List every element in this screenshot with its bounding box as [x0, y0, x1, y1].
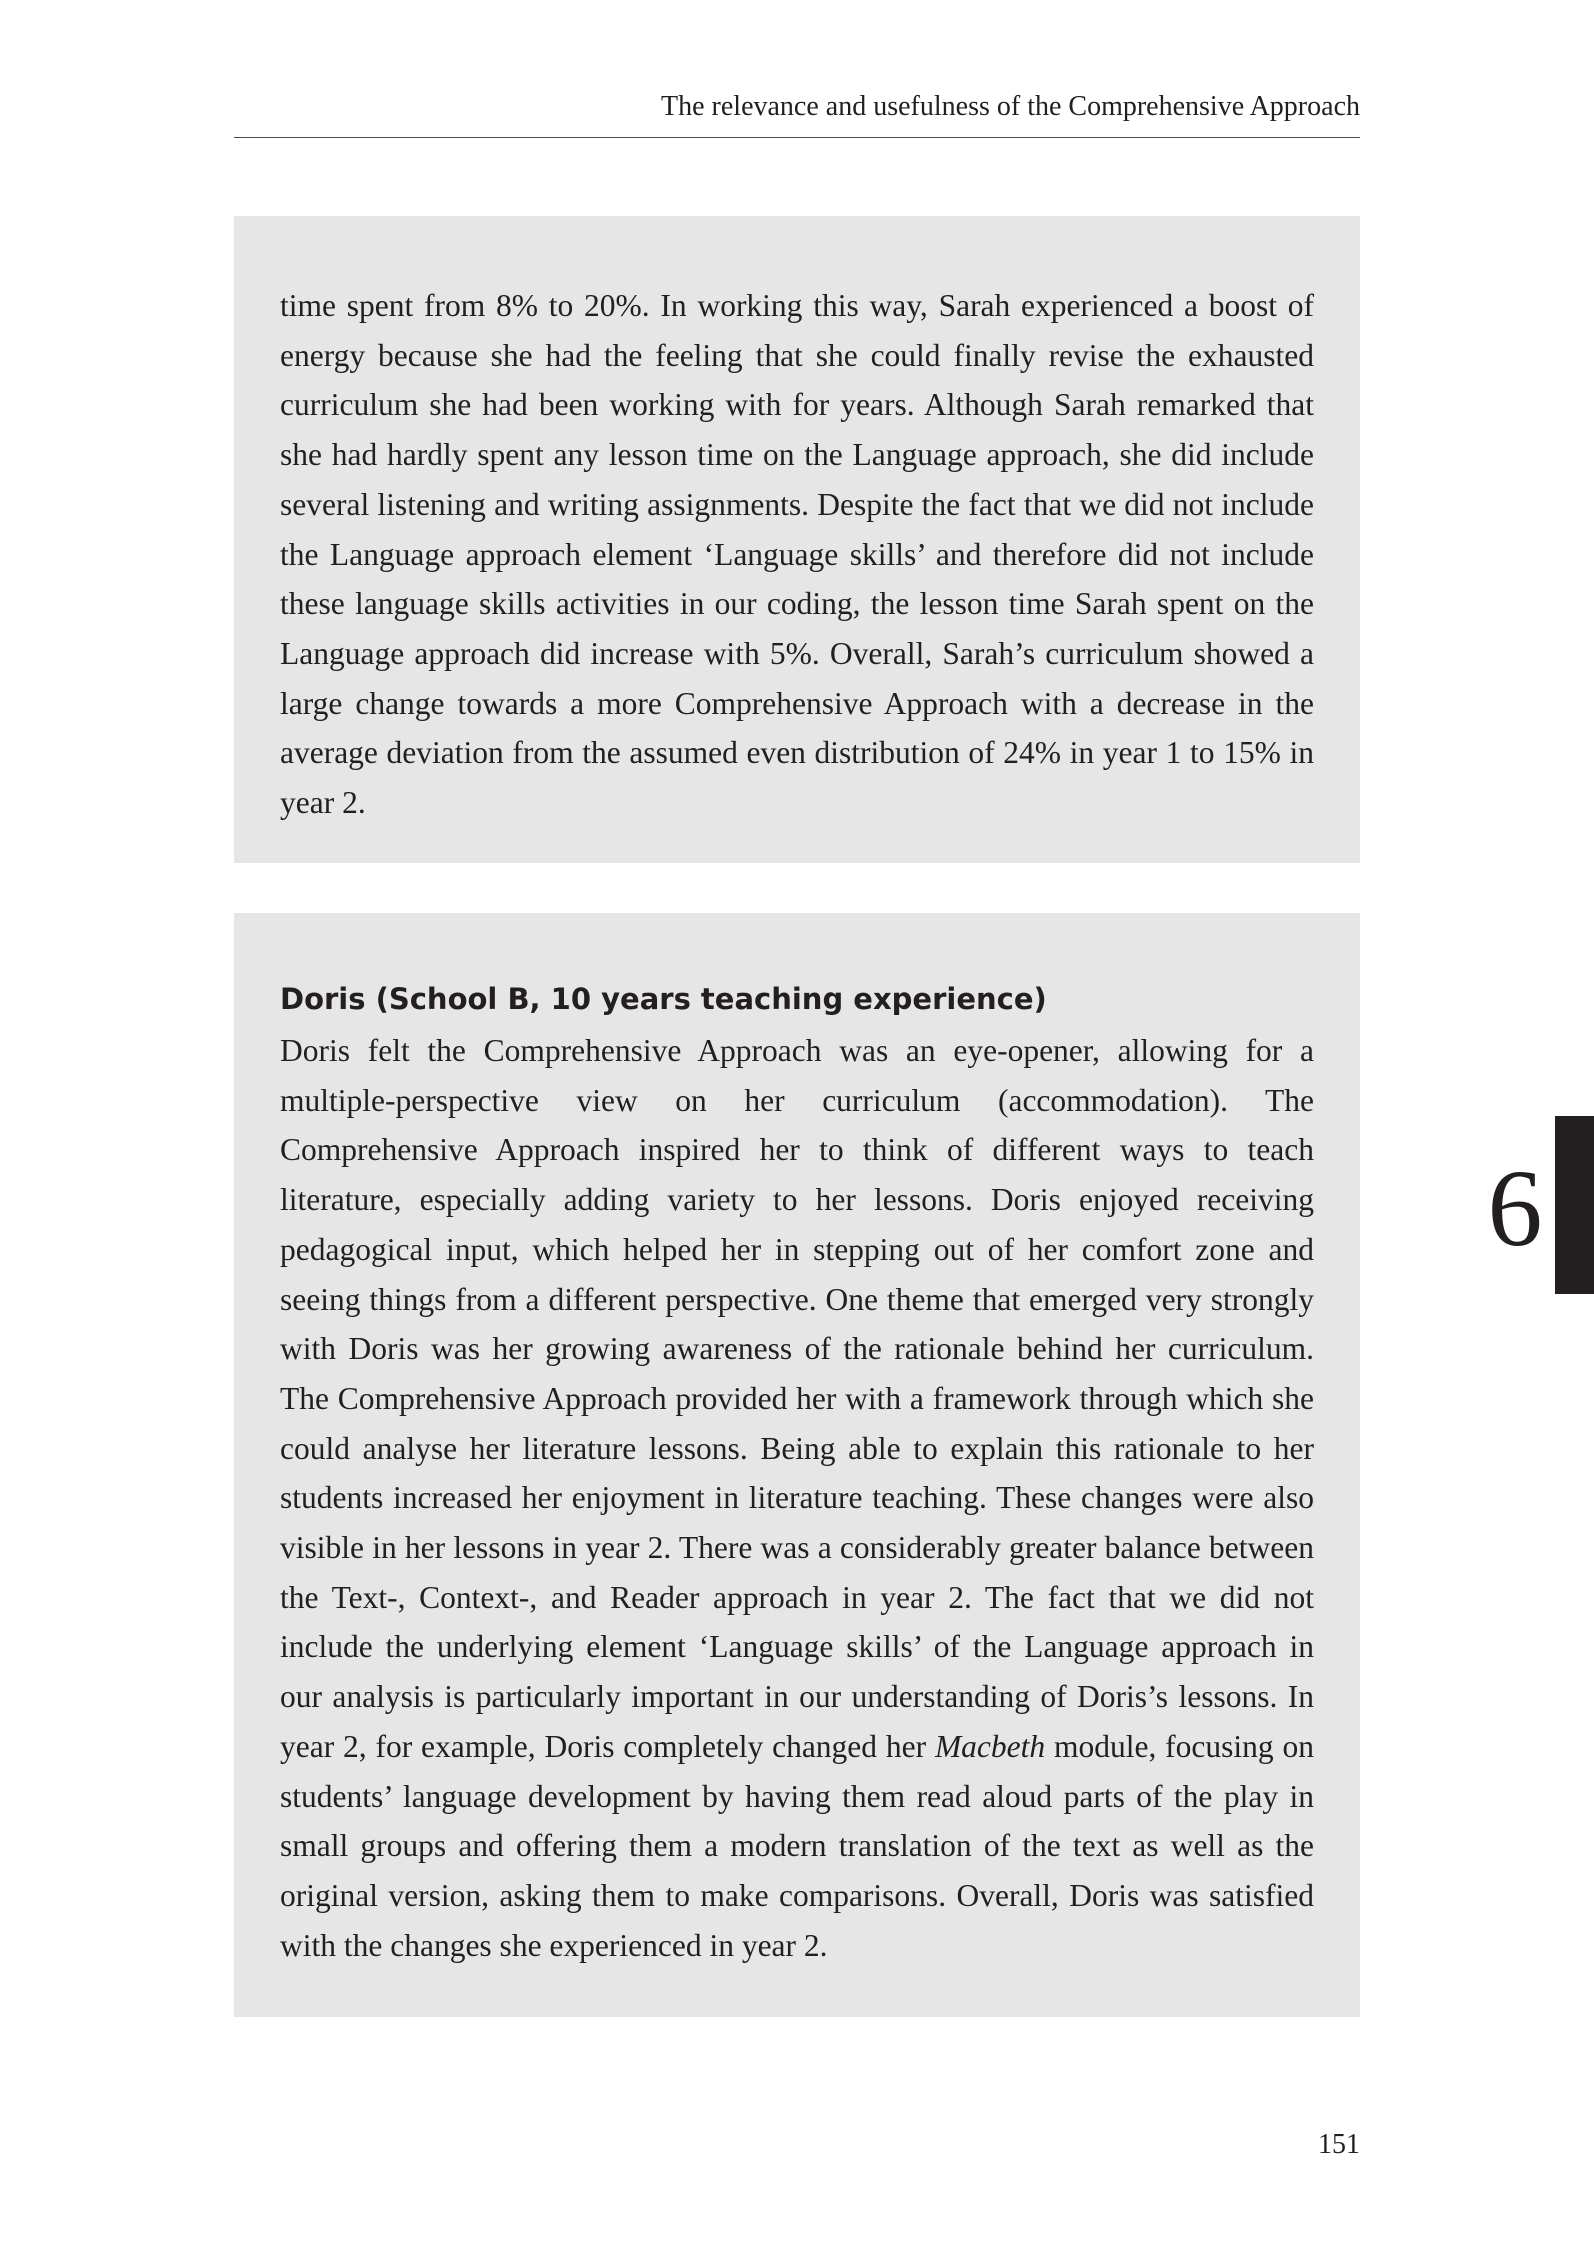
- header-rule: [234, 137, 1360, 138]
- doris-paragraph-italic-title: Macbeth: [934, 1728, 1046, 1764]
- chapter-number: 6: [1487, 1147, 1543, 1269]
- doris-text-box: [234, 913, 1360, 2017]
- doris-paragraph-part1: Doris felt the Comprehensive Approach was an eye-opener, allowing for a multiple-perspective view on her curriculum (accommodation). The Comprehensive Approach inspired her to think of different ways to teach literature, especially adding variety to her lessons. Doris enjoyed receiving pedagogical input, which helped her in stepping out of her comfort zone and seeing things from a different perspective. One theme that emerged very strongly with Doris was her growing awareness of the rationale behind her curriculum. The Comprehensive Approach provided her with a framework through which she could analyse her literature lessons. Being able to explain this rationale to her students increased her enjoyment in literature teaching. These changes were also visible in her lessons in year 2. There was a considerably greater balance between the Text-, Context-, and Reader approach in year 2. The fact that we did not include the underlying element ‘Language skills’ of the Language approach in our analysis is particularly important in our understanding of Doris’s lessons. In year 2, for example, Doris completely changed her: [280, 1033, 1314, 1764]
- chapter-thumb-tab: [1555, 1116, 1594, 1294]
- running-header-title: The relevance and usefulness of the Comprehensive Approach: [661, 91, 1360, 122]
- doris-paragraph-part2: module, focusing on students’ language development by having them read aloud parts of the play in small groups and offering them a modern translation of the text as well as the original version, asking them to make comparisons. Overall, Doris was satisfied with the changes she experienced in year 2.: [280, 1728, 1315, 1963]
- doris-paragraph: [280, 1026, 1314, 1970]
- doris-heading: Doris (School B, 10 years teaching experience): [280, 982, 1047, 1016]
- sarah-text-box: [234, 216, 1360, 863]
- sarah-paragraph: time spent from 8% to 20%. In working this way, Sarah experienced a boost of energy because she had the feeling that she could finally revise the exhausted curriculum she had been working with for years. Although Sarah remarked that she had hardly spent any lesson time on the Language approach, she did include several listening and writing assignments. Despite the fact that we did not include the Language approach element ‘Language skills’ and therefore did not include these language skills activities in our coding, the lesson time Sarah spent on the Language approach did increase with 5%. Overall, Sarah’s curriculum showed a large change towards a more Comprehensive Approach with a decrease in the average deviation from the assumed even distribution of 24% in year 1 to 15% in year 2.: [280, 288, 1314, 821]
- page-number: 151: [1318, 2129, 1360, 2160]
